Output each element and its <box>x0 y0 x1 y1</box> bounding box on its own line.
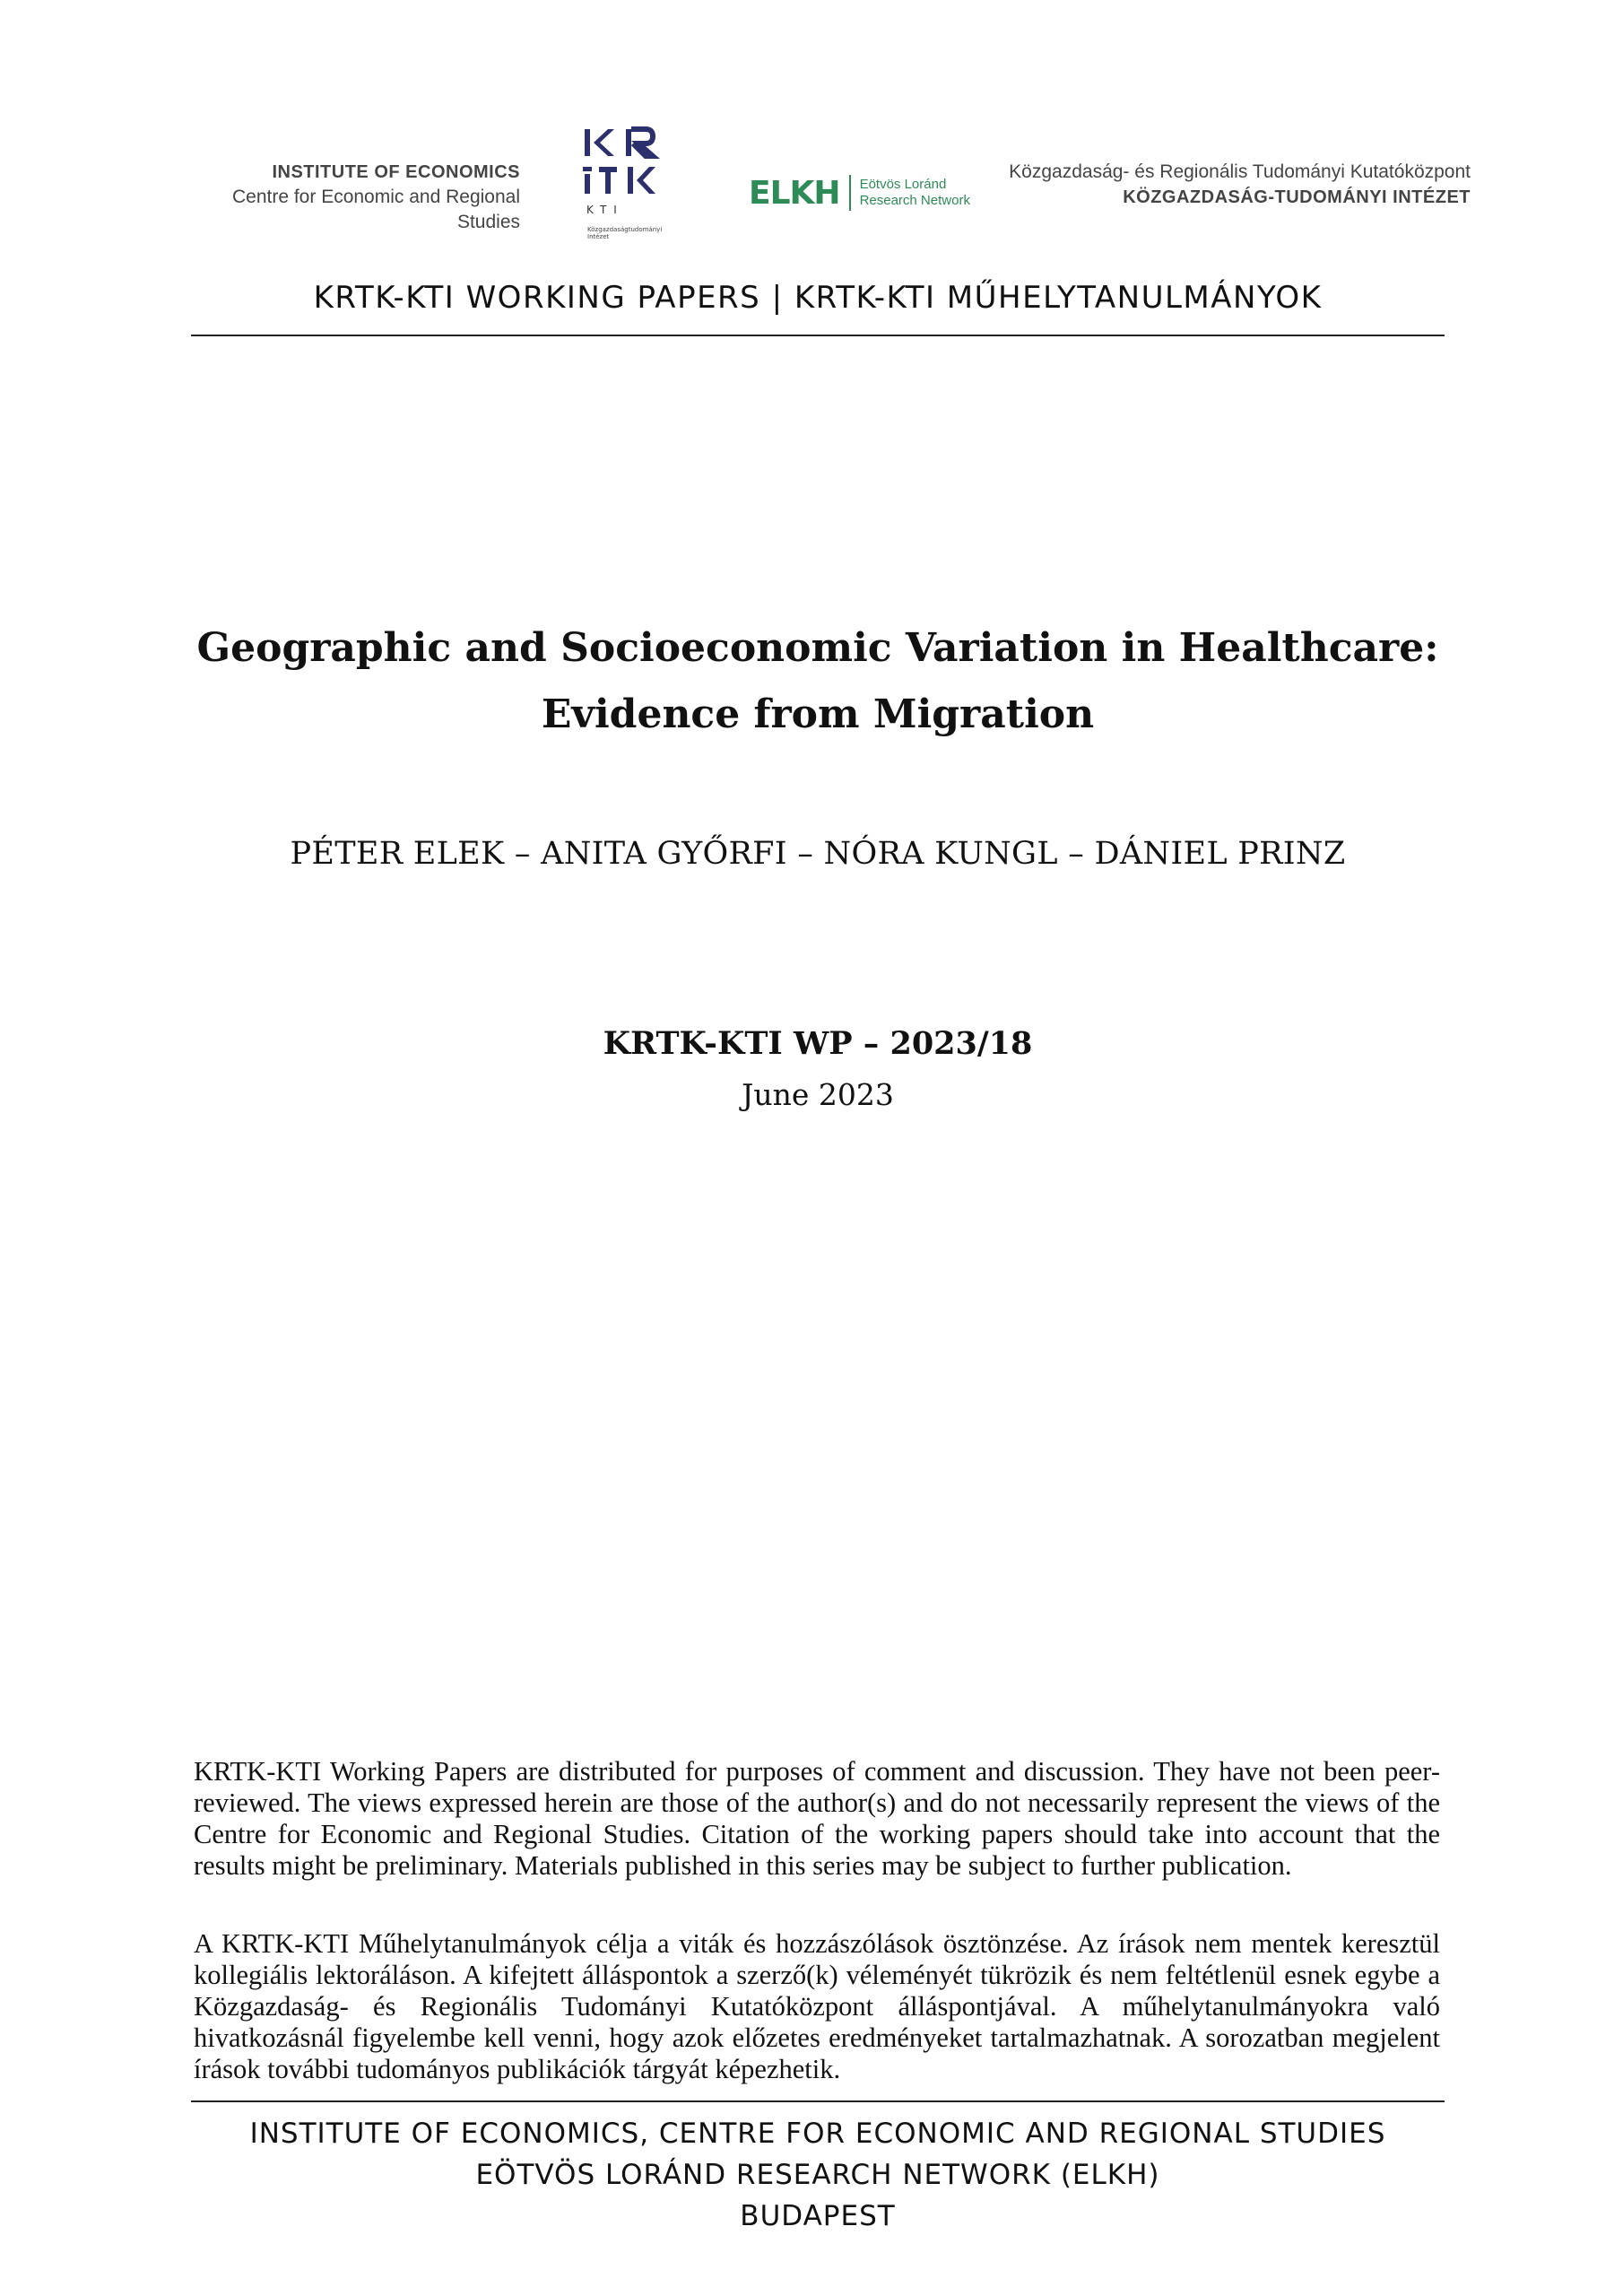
institute-logo-line2: Centre for Economic and Regional Studies <box>231 187 520 232</box>
krtk-logo-caption: Közgazdaságtudományi Intézet <box>587 226 663 240</box>
institute-of-economics-logo <box>178 160 520 235</box>
elkh-text <box>860 177 970 209</box>
paper-title <box>191 615 1445 748</box>
elkh-divider <box>849 175 851 211</box>
header-divider <box>191 335 1445 336</box>
institute-logo-line1: INSTITUTE OF ECONOMICS <box>272 162 520 182</box>
disclaimer-english: KRTK-KTI Working Papers are distributed for purposes of comment and discussion. They have not been peer-reviewed. The views expressed herein are those of the author(s) and do not necessarily represent the views of the Centre for Economic and Regional Studies. Citation of the working papers should take into account that the results might be preliminary. Materials published in this series may be subject to further publication. <box>194 1756 1440 1881</box>
elkh-line1: Eötvös Loránd <box>859 177 947 192</box>
kti-logo-line2: KÖZGAZDASÁG-TUDOMÁNYI INTÉZET <box>1123 187 1471 207</box>
elkh-logo <box>749 170 970 215</box>
authors: PÉTER ELEK – ANITA GYŐRFI – NÓRA KUNGL – DÁNIEL PRINZ <box>290 836 1346 872</box>
footer-line2: EÖTVÖS LORÁND RESEARCH NETWORK (ELKH) <box>475 2159 1160 2191</box>
publication-date: June 2023 <box>742 1077 894 1112</box>
footer <box>191 2113 1445 2237</box>
paper-title-line1: Geographic and Socioeconomic Variation in Healthcare: <box>196 625 1439 671</box>
kti-logo-line1: Közgazdaság- és Regionális Tudományi Kutatóközpont <box>1009 161 1471 182</box>
working-paper-number: KRTK-KTI WP – 2023/18 <box>603 1025 1033 1062</box>
disclaimer-hungarian: A KRTK-KTI Műhelytanulmányok célja a viták és hozzászólások ösztönzése. Az írások nem mentek keresztül kollegiális lektoráláson. A kifejtett álláspontok a szerző(k) véleményét tükrözik és nem feltétlenül esnek egybe a Közgazdaság- és Regionális Tudományi Kutatóközpont álláspontjával. A műhelytanulmányokra való hivatkozásnál figyelembe kell venni, hogy azok előzetes eredményeket tartalmazhatnak. A sorozatban megjelent írások további tudományos publikációk tárgyát képezhetik. <box>194 1928 1440 2084</box>
elkh-mark: ELKH <box>749 174 840 212</box>
svg-text:KTI: KTI <box>586 204 624 216</box>
kti-logo <box>1009 160 1471 210</box>
footer-divider <box>191 2100 1445 2102</box>
series-header: KRTK-KTI WORKING PAPERS | KRTK-KTI MŰHELYTANULMÁNYOK <box>313 280 1323 316</box>
elkh-line2: Research Network <box>859 193 970 208</box>
paper-title-line2: Evidence from Migration <box>541 691 1095 737</box>
footer-line1: INSTITUTE OF ECONOMICS, CENTRE FOR ECONOMIC AND REGIONAL STUDIES <box>249 2118 1386 2150</box>
footer-line3: BUDAPEST <box>740 2200 896 2232</box>
logo-strip <box>170 117 1471 251</box>
